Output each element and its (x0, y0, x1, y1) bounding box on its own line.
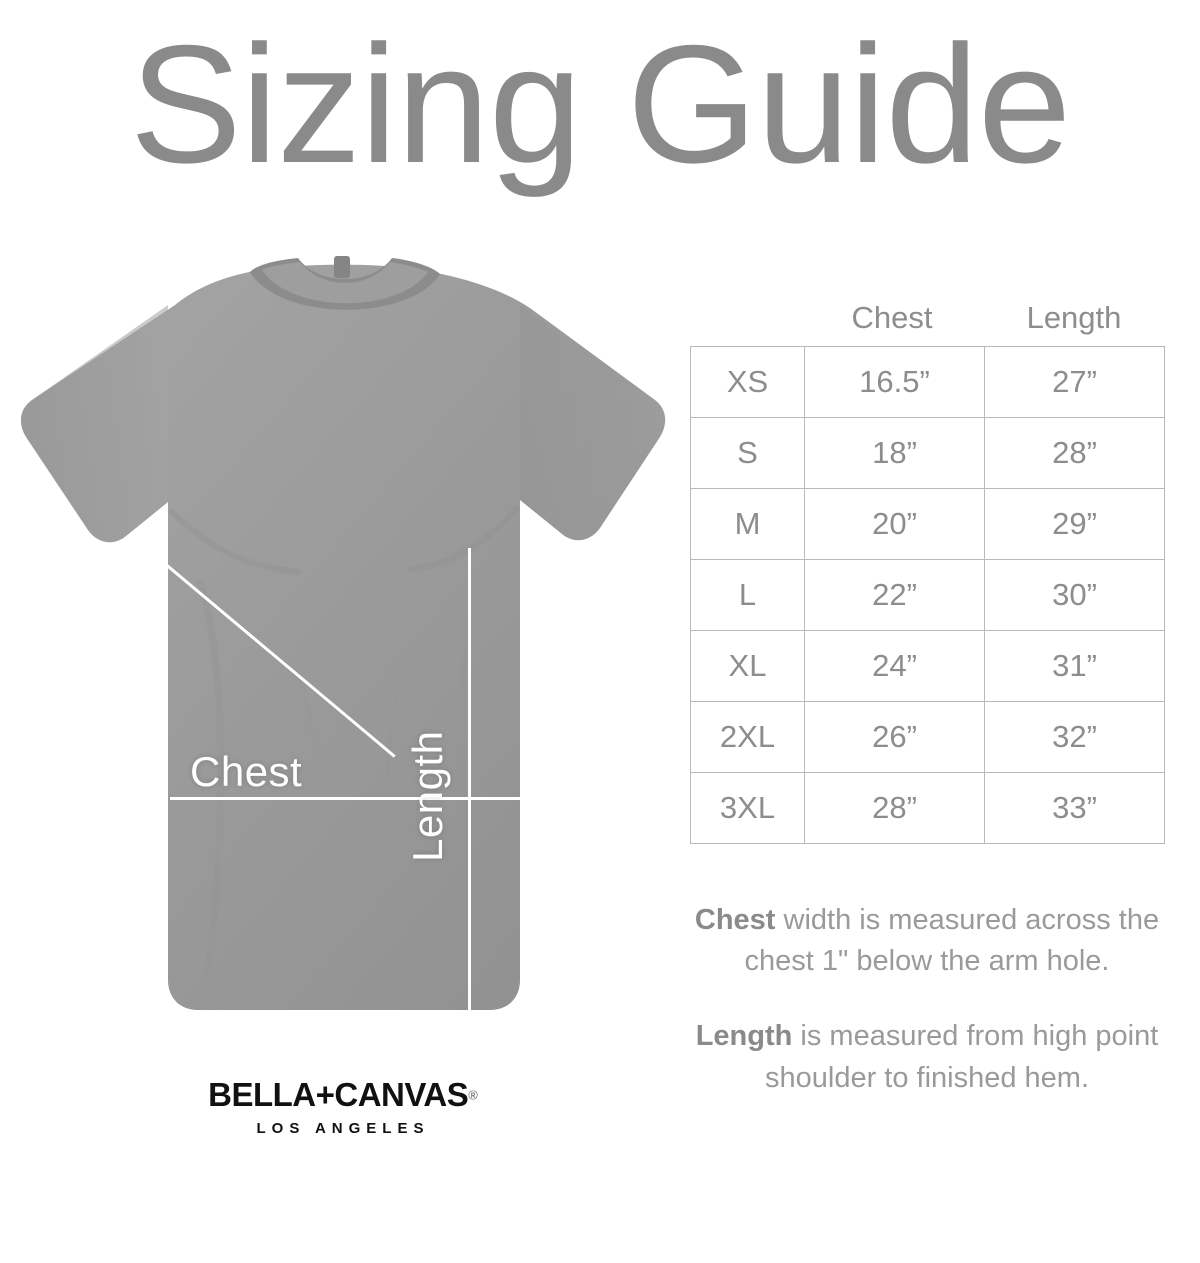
table-row (691, 631, 1165, 702)
cell-size: L (691, 560, 805, 631)
note-chest-lead: Chest (694, 904, 776, 936)
brand-city: LOS ANGELES (256, 1120, 430, 1137)
table-row (691, 702, 1165, 773)
cell-chest: 20” (805, 489, 985, 560)
table-row (691, 489, 1165, 560)
column-header-length: Length (1026, 300, 1122, 335)
brand-logo (178, 1070, 508, 1147)
cell-chest: 16.5” (805, 347, 985, 418)
table-row (691, 560, 1165, 631)
note-length-text: is measured from high point shoulder to finished hem. (764, 1020, 1159, 1094)
cell-size: 2XL (691, 702, 805, 773)
cell-length: 30” (985, 560, 1165, 631)
chest-guide-label: Chest (190, 748, 303, 795)
cell-length: 31” (985, 631, 1165, 702)
note-chest (688, 900, 1166, 982)
cell-length: 27” (985, 347, 1165, 418)
table-row (691, 347, 1165, 418)
cell-size: S (691, 418, 805, 489)
size-chart (690, 290, 1165, 844)
cell-chest: 28” (805, 773, 985, 844)
cell-length: 33” (985, 773, 1165, 844)
cell-size: 3XL (691, 773, 805, 844)
cell-size: XL (691, 631, 805, 702)
cell-size: M (691, 489, 805, 560)
brand-name: BELLA+CANVAS (208, 1076, 469, 1113)
note-chest-text: width is measured across the chest 1" below the arm hole. (744, 904, 1160, 978)
cell-chest: 26” (805, 702, 985, 773)
measurement-notes (688, 900, 1166, 1133)
page-title: Sizing Guide (129, 10, 1071, 198)
shirt-illustration (0, 250, 680, 1070)
cell-chest: 18” (805, 418, 985, 489)
length-guide-label: Length (404, 730, 451, 862)
cell-chest: 22” (805, 560, 985, 631)
size-chart-header (690, 290, 1165, 346)
tshirt-icon (0, 250, 680, 1070)
cell-size: XS (691, 347, 805, 418)
size-chart-table (690, 346, 1165, 844)
table-row (691, 773, 1165, 844)
note-length (688, 1016, 1166, 1098)
cell-length: 28” (985, 418, 1165, 489)
cell-length: 29” (985, 489, 1165, 560)
cell-chest: 24” (805, 631, 985, 702)
table-row (691, 418, 1165, 489)
column-header-chest: Chest (851, 300, 933, 335)
brand-name-row (178, 1076, 508, 1114)
note-length-lead: Length (695, 1020, 793, 1053)
cell-length: 32” (985, 702, 1165, 773)
length-measure-line (468, 548, 471, 1263)
registered-mark: ® (468, 1087, 478, 1103)
